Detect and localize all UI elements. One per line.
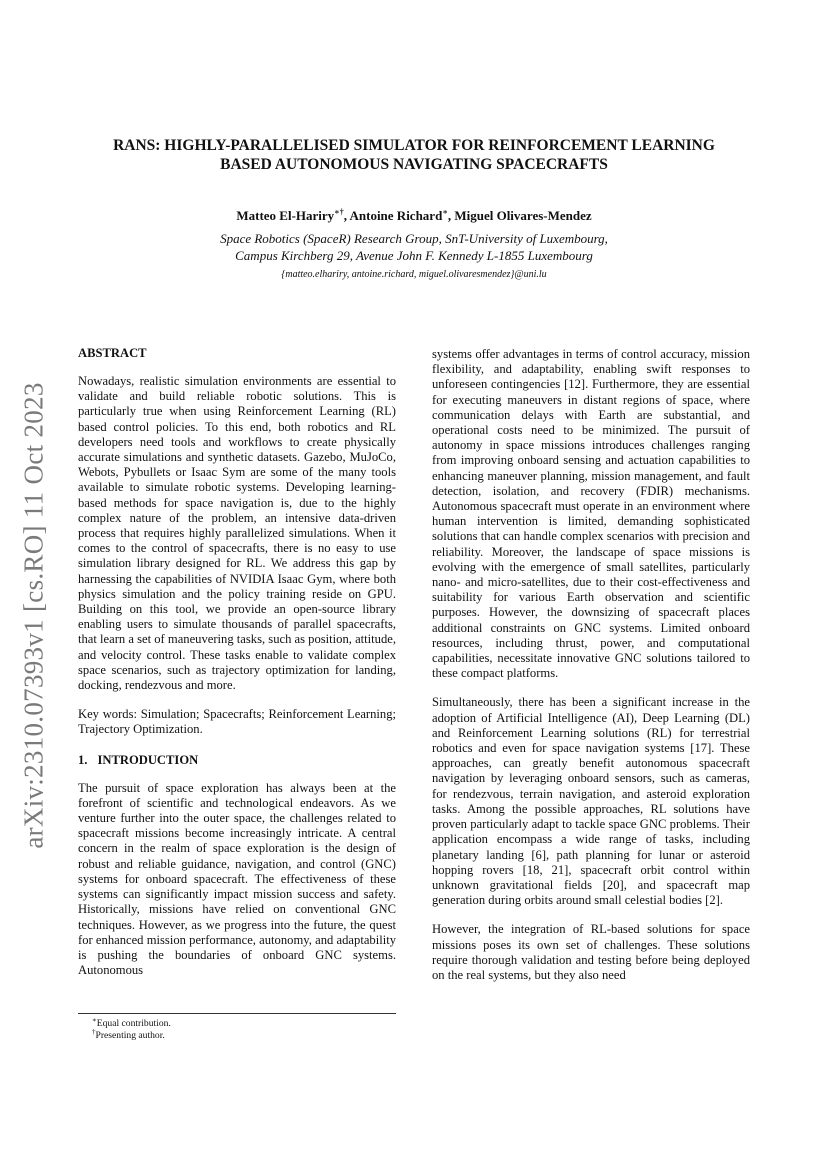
arxiv-identifier-text: arXiv:2310.07393v1 [cs.RO] 11 Oct 2023 bbox=[18, 381, 49, 849]
author-mark: ∗† bbox=[334, 207, 344, 217]
author-list bbox=[80, 208, 748, 224]
author-name: Miguel Olivares-Mendez bbox=[454, 208, 592, 223]
paper-title-line-1: RANS: HIGHLY-PARALLELISED SIMULATOR FOR REINFORCEMENT LEARNING bbox=[113, 137, 715, 154]
abstract-paragraph: Nowadays, realistic simulation environments are essential to validate and build reliable robotic solutions. This is particularly true when using Reinforcement Learning (RL) based control policies. To this end, both robotics and RL developers need tools and workflows to create physically accurate simulations and synthetic datasets. Gazebo, MuJoCo, Webots, Pybullets or Isaac Sym are some of the many tools available to simulate robotic systems. Developing learning-based methods for space navigation is, due to the highly complex nature of the problem, an intensive data-driven process that requires highly parallelized simulations. When it comes to the control of spacecrafts, there is no easy to use simulation library designed for RL. We address this gap by harnessing the capabilities of NVIDIA Isaac Gym, where both physics simulation and the policy training reside on GPU. Building on this tool, we provide an open-source library enabling users to simulate thousands of parallel spacecrafts, that learn a set of maneuvering tasks, such as position, attitude, and velocity control. These tasks enable to validate complex space scenarios, such as trajectory optimization for landing, docking, rendezvous and more. bbox=[78, 374, 396, 693]
footnote-text: Presenting author. bbox=[95, 1030, 165, 1042]
author-mark: ∗ bbox=[442, 207, 448, 217]
paper-title-line-2: BASED AUTONOMOUS NAVIGATING SPACECRAFTS bbox=[220, 156, 608, 173]
section-number: 1. bbox=[78, 752, 88, 767]
author-name: Matteo El-Hariry bbox=[236, 208, 335, 223]
author-name: Antoine Richard bbox=[349, 208, 443, 223]
body-paragraph: However, the integration of RL-based solutions for space missions poses its own set of challenges. These solutions require thorough validation and testing before being deployed on the real systems, but they also need bbox=[432, 922, 750, 982]
right-column bbox=[432, 347, 750, 997]
body-paragraph: The pursuit of space exploration has always been at the forefront of scientific and technological endeavors. As we venture further into the outer space, the challenges related to spacecraft missions become increasingly intricate. A central concern in the realm of space exploration is the design of robust and reliable guidance, navigation, and control (GNC) systems for onboard spacecraft. The effectiveness of these systems can significantly impact mission success and safety. Historically, missions have relied on conventional GNC techniques. However, as we progress into the future, the quest for enhanced mission performance, autonomy, and adaptability is pushing the boundaries of onboard GNC systems. Autonomous bbox=[78, 780, 396, 978]
author-affiliation bbox=[80, 231, 748, 264]
footnote bbox=[78, 1015, 396, 1030]
arxiv-identifier-stamp bbox=[4, 365, 64, 865]
keywords-paragraph: Key words: Simulation; Spacecrafts; Reinforcement Learning; Trajectory Optimization. bbox=[78, 707, 396, 737]
section-title: INTRODUCTION bbox=[97, 752, 199, 767]
affiliation-line-1: Space Robotics (SpaceR) Research Group, SnT-University of Luxembourg, bbox=[220, 231, 608, 246]
body-paragraph: systems offer advantages in terms of control accuracy, mission flexibility, and adaptability, enabling swift responses to unforeseen contingencies [12]. Furthermore, they are essential for executing maneuvers in distant regions of space, where communication delays with Earth are substantial, and operational costs need to be minimized. The pursuit of autonomy in space missions introduces challenges ranging from improving onboard sensing and actuation capabilities to enhancing maneuver planning, mission management, and fault detection, isolation, and recovery (FDIR) mechanisms. Autonomous spacecraft must operate in an environment where human intervention is limited, demanding sophisticated solutions that can handle complex scenarios with precision and reliability. Moreover, the landscape of space missions is evolving with the emergence of small satellites, particularly nano- and micro-satellites, due to their cost-effectiveness and suitability for various Earth observation and scientific purposes. However, the downsizing of spacecraft places additional constraints on GNC systems. Limited onboard resources, including thrust, power, and computational capabilities, necessitate innovative GNC solutions tailored to these compact platforms. bbox=[432, 347, 750, 681]
author-emails: {matteo.elhariry, antoine.richard, miguel.olivaresmendez}@uni.lu bbox=[281, 269, 547, 280]
section-heading-introduction bbox=[78, 752, 396, 768]
footnote-mark: ∗ bbox=[92, 1015, 97, 1024]
paper-title bbox=[70, 136, 758, 174]
footnote-mark: † bbox=[92, 1028, 96, 1037]
footnotes bbox=[78, 1013, 396, 1043]
footnote-text: Equal contribution. bbox=[96, 1018, 171, 1029]
body-paragraph: Simultaneously, there has been a significant increase in the adoption of Artificial Intelligence (AI), Deep Learning (DL) and Reinforcement Learning solutions (RL) for terrestrial robotics and even for space navigation systems [17]. These approaches, can greatly benefit autonomous spacecraft navigation by leveraging onboard sensors, such as cameras, for rendezvous, terrain navigation, and asteroid exploration tasks. Among the possible approaches, RL solutions have proven particularly adapt to tackle space GNC problems. Their application encompass a wide range of tasks, including planetary landing [6], path planning for lunar or asteroid hopping rovers [18, 21], spacecraft orbit control within unknown gravitational fields [20], and spacecraft map generation during orbits around small celestial bodies [2]. bbox=[432, 695, 750, 908]
left-column bbox=[78, 345, 396, 992]
author-separator: , bbox=[343, 208, 350, 223]
abstract-heading: ABSTRACT bbox=[78, 346, 147, 360]
author-separator: , bbox=[447, 208, 455, 223]
footnote bbox=[78, 1030, 396, 1042]
affiliation-line-2: Campus Kirchberg 29, Avenue John F. Kennedy L-1855 Luxembourg bbox=[235, 247, 593, 263]
